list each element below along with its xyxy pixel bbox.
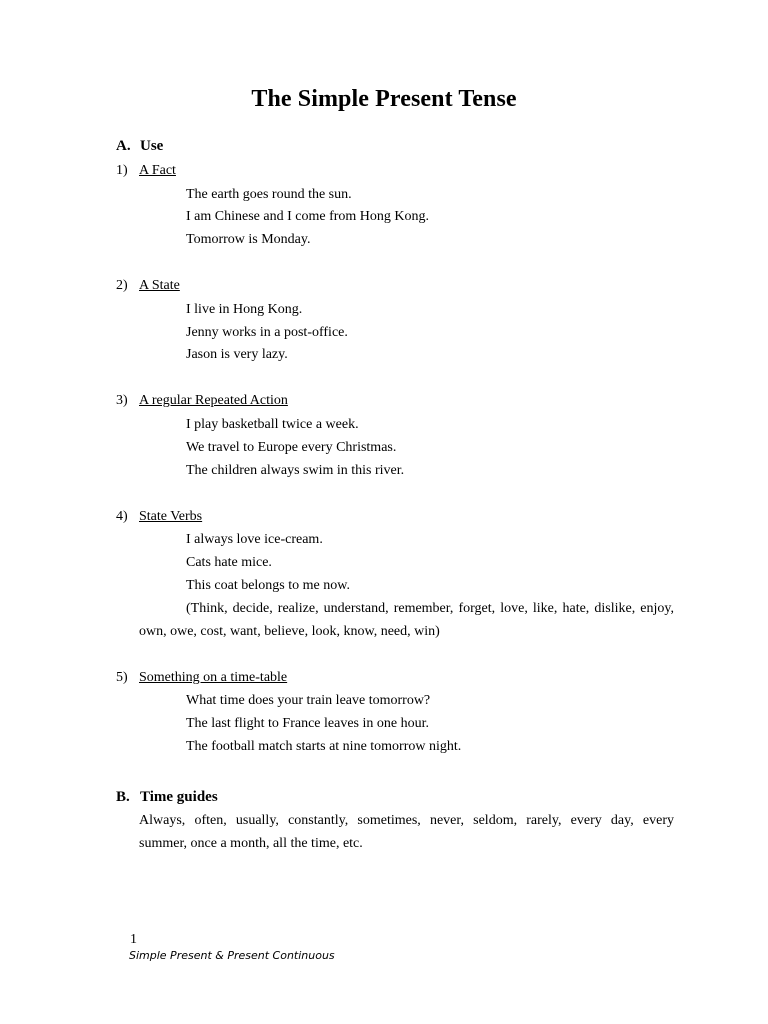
section-a-heading (116, 138, 163, 155)
example-sentence: Tomorrow is Monday. (186, 232, 311, 247)
example-sentence: We travel to Europe every Christmas. (186, 440, 397, 455)
page-number: 1 (130, 932, 137, 947)
item-label: A regular Repeated Action (139, 393, 288, 408)
example-sentence: Jenny works in a post-office. (186, 325, 348, 340)
state-verbs-note-line-2: own, owe, cost, want, believe, look, know, need, win) (139, 624, 440, 639)
time-guides-line-2: summer, once a month, all the time, etc. (139, 836, 363, 851)
section-a-letter: A. (116, 138, 131, 154)
example-sentence: What time does your train leave tomorrow? (186, 693, 431, 708)
example-sentence: The children always swim in this river. (186, 463, 405, 478)
item-label: Something on a time-table (139, 670, 288, 685)
item-label: A Fact (139, 163, 176, 178)
example-sentence: The football match starts at nine tomorrow night. (186, 739, 462, 754)
item-number: 1) (116, 163, 128, 178)
example-sentence: The last flight to France leaves in one hour. (186, 716, 429, 731)
item-number: 3) (116, 393, 128, 408)
item-label: State Verbs (139, 509, 203, 524)
example-sentence: Cats hate mice. (186, 555, 272, 570)
item-number: 5) (116, 670, 128, 685)
example-sentence: This coat belongs to me now. (186, 578, 350, 593)
section-b-letter: B. (116, 789, 130, 805)
example-sentence: The earth goes round the sun. (186, 187, 352, 202)
example-sentence: I live in Hong Kong. (186, 302, 303, 317)
example-sentence: I am Chinese and I come from Hong Kong. (186, 209, 429, 224)
time-guides-line-1: Always, often, usually, constantly, sometimes, never, seldom, rarely, every day, every (139, 813, 674, 828)
section-a-title: Use (140, 138, 164, 154)
section-b-heading (116, 789, 218, 806)
item-4-heading (116, 509, 202, 525)
state-verbs-note-line-1: (Think, decide, realize, understand, remember, forget, love, like, hate, dislike, enjoy, (186, 601, 674, 616)
example-sentence: Jason is very lazy. (186, 347, 288, 362)
item-number: 2) (116, 278, 128, 293)
item-3-heading (116, 393, 288, 409)
item-number: 4) (116, 509, 128, 524)
page-title: The Simple Present Tense (251, 86, 517, 112)
item-1-heading (116, 163, 176, 179)
example-sentence: I play basketball twice a week. (186, 417, 359, 432)
item-2-heading (116, 278, 180, 294)
example-sentence: I always love ice-cream. (186, 532, 323, 547)
item-label: A State (139, 278, 180, 293)
item-5-heading (116, 670, 287, 686)
page-footer: Simple Present & Present Continuous (129, 949, 335, 962)
section-b-title: Time guides (140, 789, 218, 805)
